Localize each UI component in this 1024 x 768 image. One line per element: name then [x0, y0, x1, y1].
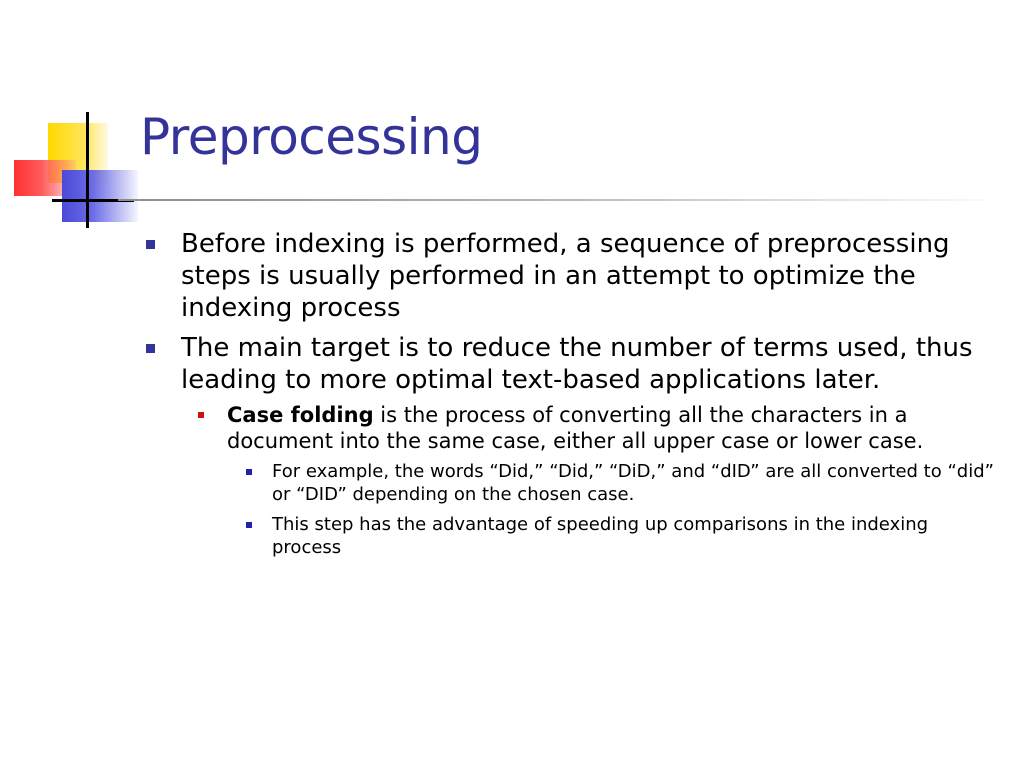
slide-content	[140, 228, 1000, 567]
square-bullet-icon	[246, 522, 252, 528]
slide-logo	[0, 0, 150, 240]
sub-sub-bullet-list	[230, 460, 1000, 559]
slide-title: Preprocessing	[140, 108, 483, 166]
title-underline	[118, 199, 988, 201]
bullet-text: The main target is to reduce the number of terms used, thus leading to more optimal text-based applications later.	[181, 333, 973, 395]
bullet-list	[140, 228, 1000, 559]
bullet-text: Before indexing is performed, a sequence of preprocessing steps is usually performed in an attempt to optimize the indexing process	[181, 229, 950, 323]
sub-bullet-list	[186, 402, 1000, 559]
sub-sub-bullet-item	[230, 513, 1000, 559]
square-bullet-icon	[146, 344, 155, 353]
sub-bullet-item	[186, 402, 1000, 559]
square-bullet-icon	[246, 469, 252, 475]
logo-blue-square	[62, 170, 138, 222]
bullet-item	[140, 228, 1000, 324]
sub-sub-bullet-text: For example, the words “Did,” “Did,” “DiD,” and “dID” are all converted to “did” or “DID” depending on the chosen case.	[272, 461, 994, 505]
bullet-item	[140, 332, 1000, 559]
square-bullet-icon	[198, 412, 204, 418]
sub-sub-bullet-item	[230, 460, 1000, 506]
sub-bullet-text: is the process of converting all the characters in a document into the same case, either all upper case or lower case.	[227, 403, 924, 453]
sub-sub-bullet-text: This step has the advantage of speeding up comparisons in the indexing process	[272, 514, 929, 558]
square-bullet-icon	[146, 240, 155, 249]
logo-vertical-line	[86, 112, 89, 228]
term-bold: Case folding	[227, 403, 374, 427]
